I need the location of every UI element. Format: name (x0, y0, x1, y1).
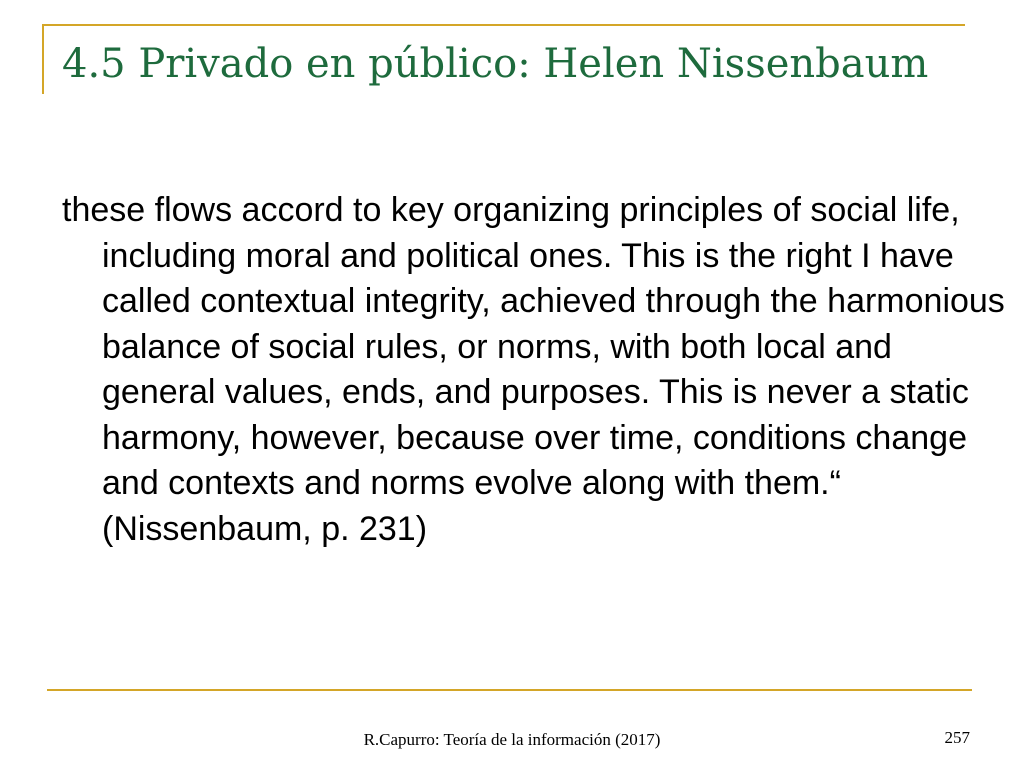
quote-text: these flows accord to key organizing principles of social life, including moral and political ones. This is the right I have called contextual integrity, achieved through the harmonious balance of social rules, or norms, with both local and general values, ends, and purposes. This is never a static harmony, however, because over time, conditions change and contexts and norms evolve along with them.“ (Nissenbaum, p. 231) (62, 191, 1005, 548)
page-number: 257 (944, 728, 970, 747)
slide-title: 4.5 Privado en público: Helen Nissenbaum (62, 41, 929, 87)
bottom-divider-line (47, 689, 972, 691)
left-accent-line (42, 24, 44, 94)
top-divider-line (42, 24, 965, 26)
footer-text: R.Capurro: Teoría de la información (2017) (363, 730, 661, 749)
